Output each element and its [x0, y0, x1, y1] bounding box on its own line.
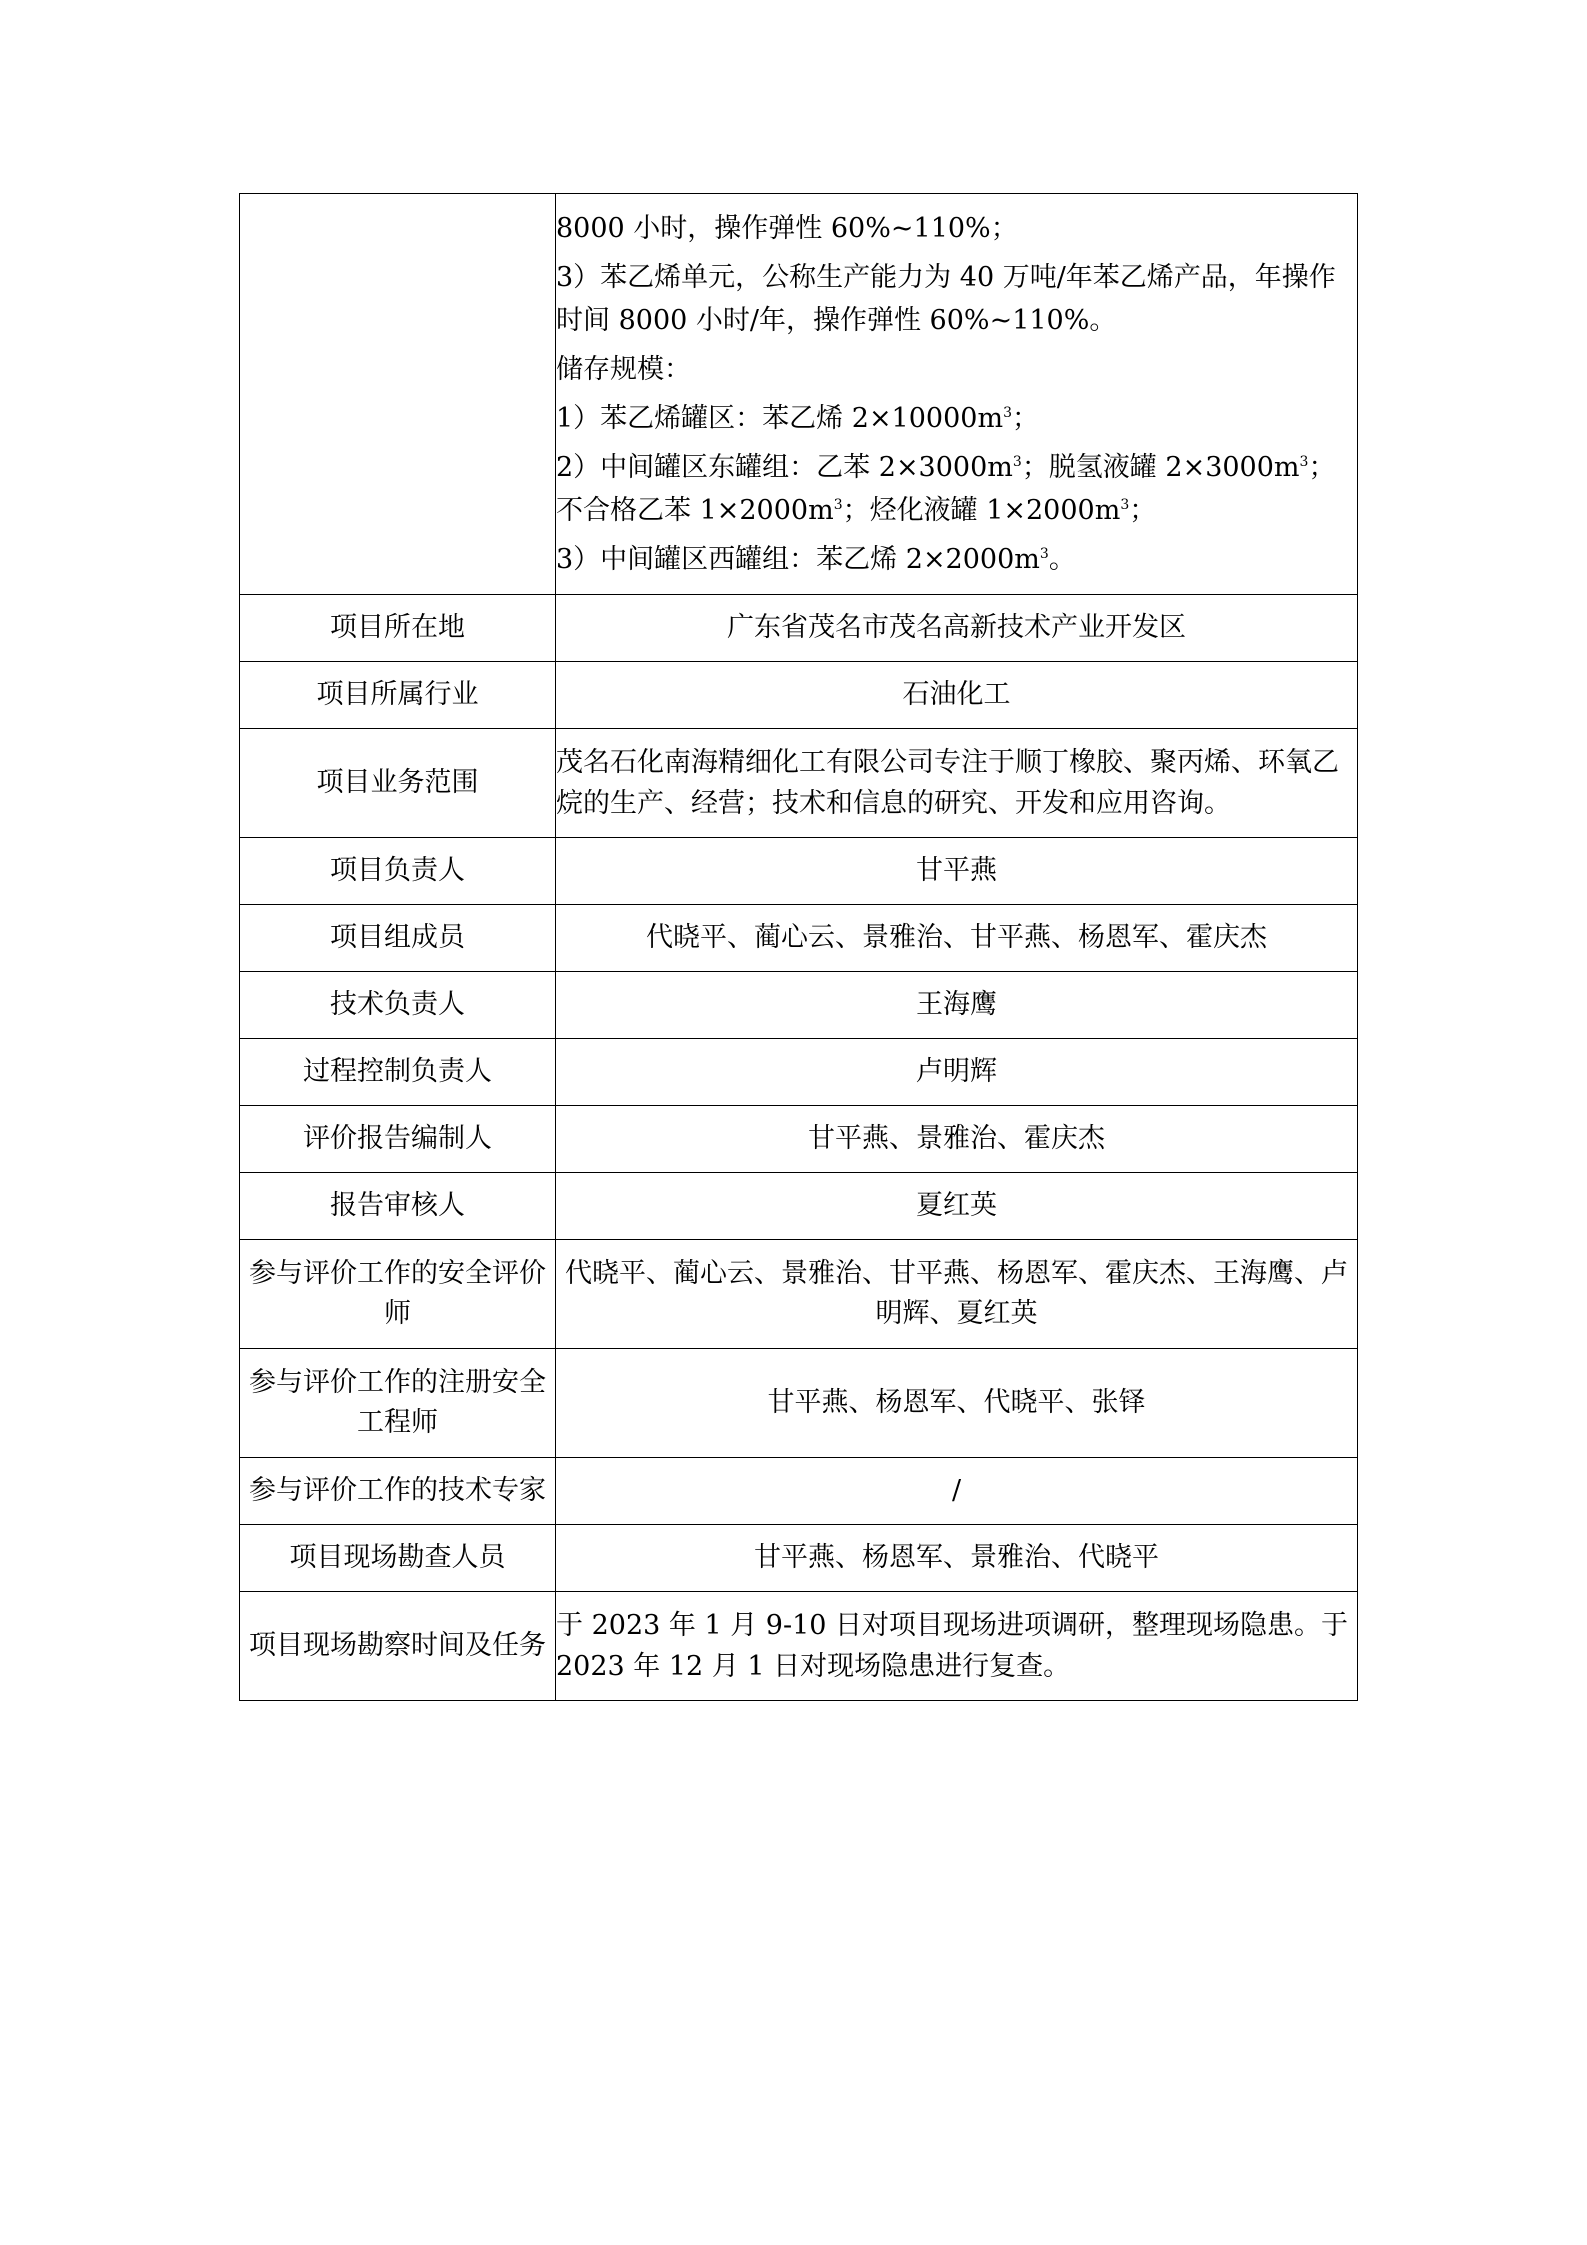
row-label: 参与评价工作的技术专家	[240, 1458, 556, 1525]
project-info-table	[239, 193, 1358, 1701]
row-label: 项目所在地	[240, 595, 556, 662]
cubic-superscript: 3	[1039, 546, 1049, 562]
table-row	[240, 1039, 1358, 1106]
table-row	[240, 1240, 1358, 1349]
table-row	[240, 905, 1358, 972]
row-value: 甘平燕、杨恩军、景雅治、代晓平	[556, 1525, 1358, 1592]
table-row	[240, 972, 1358, 1039]
row-label: 项目所属行业	[240, 662, 556, 729]
row-value: 代晓平、蔺心云、景雅治、甘平燕、杨恩军、霍庆杰、王海鹰、卢明辉、夏红英	[556, 1240, 1358, 1349]
row-value: 茂名石化南海精细化工有限公司专注于顺丁橡胶、聚丙烯、环氧乙烷的生产、经营；技术和信息的研究、开发和应用咨询。	[556, 729, 1358, 838]
row-label: 项目组成员	[240, 905, 556, 972]
table-row	[240, 662, 1358, 729]
table-row	[240, 1106, 1358, 1173]
scale-line: 1）苯乙烯罐区：苯乙烯 $2\times 10000m^3$；	[556, 403, 1039, 434]
row-label: 报告审核人	[240, 1173, 556, 1240]
cubic-superscript: 3	[1012, 454, 1022, 470]
row-value: 王海鹰	[556, 972, 1358, 1039]
row-value: 甘平燕	[556, 838, 1358, 905]
scale-line: 2）中间罐区东罐组：乙苯 $2\times 3000m^3$；脱氢液罐 $2\times 3000m^3$；不合格乙苯 $1\times 2000m^3$；烃化液罐 $1\times 2000m^3$；	[556, 452, 1336, 526]
scale-line: 储存规模：	[556, 354, 691, 385]
scale-line: 8000 小时，操作弹性 60%~110%；	[556, 213, 1018, 244]
row-value: /	[556, 1458, 1358, 1525]
row-value: 甘平燕、杨恩军、代晓平、张铎	[556, 1349, 1358, 1458]
row-value: 夏红英	[556, 1173, 1358, 1240]
row-label: 参与评价工作的注册安全工程师	[240, 1349, 556, 1458]
row-value: 卢明辉	[556, 1039, 1358, 1106]
row-value: 石油化工	[556, 662, 1358, 729]
cubic-superscript: 3	[1299, 454, 1309, 470]
row-value: 甘平燕、景雅治、霍庆杰	[556, 1106, 1358, 1173]
row-label: 过程控制负责人	[240, 1039, 556, 1106]
row-label: 项目现场勘察时间及任务	[240, 1592, 556, 1701]
cubic-superscript: 3	[1003, 405, 1012, 421]
table-row	[240, 1525, 1358, 1592]
row-label: 项目现场勘查人员	[240, 1525, 556, 1592]
table-row	[240, 729, 1358, 838]
table-row-scale	[240, 194, 1358, 595]
table-row	[240, 838, 1358, 905]
table-row	[240, 1592, 1358, 1701]
table-row	[240, 1458, 1358, 1525]
row-label: 项目业务范围	[240, 729, 556, 838]
row-label: 项目负责人	[240, 838, 556, 905]
row-value: 代晓平、蔺心云、景雅治、甘平燕、杨恩军、霍庆杰	[556, 905, 1358, 972]
scale-line: 3）苯乙烯单元，公称生产能力为 40 万吨/年苯乙烯产品，年操作时间 8000 小时/年，操作弹性 60%~110%。	[556, 262, 1336, 336]
cubic-superscript: 3	[1120, 497, 1130, 513]
row-label: 参与评价工作的安全评价师	[240, 1240, 556, 1349]
row-label: 技术负责人	[240, 972, 556, 1039]
cubic-superscript: 3	[833, 497, 843, 513]
table-row	[240, 1173, 1358, 1240]
table-row	[240, 595, 1358, 662]
scale-line: 3）中间罐区西罐组：苯乙烯 $2\times 2000m^3$。	[556, 544, 1076, 575]
row-value: 广东省茂名市茂名高新技术产业开发区	[556, 595, 1358, 662]
table-row	[240, 1349, 1358, 1458]
scale-cell	[556, 194, 1358, 595]
row-value: 于 2023 年 1 月 9-10 日对项目现场进项调研，整理现场隐患。于 2023 年 12 月 1 日对现场隐患进行复查。	[556, 1592, 1358, 1701]
scale-label-cell	[240, 194, 556, 595]
row-label: 评价报告编制人	[240, 1106, 556, 1173]
